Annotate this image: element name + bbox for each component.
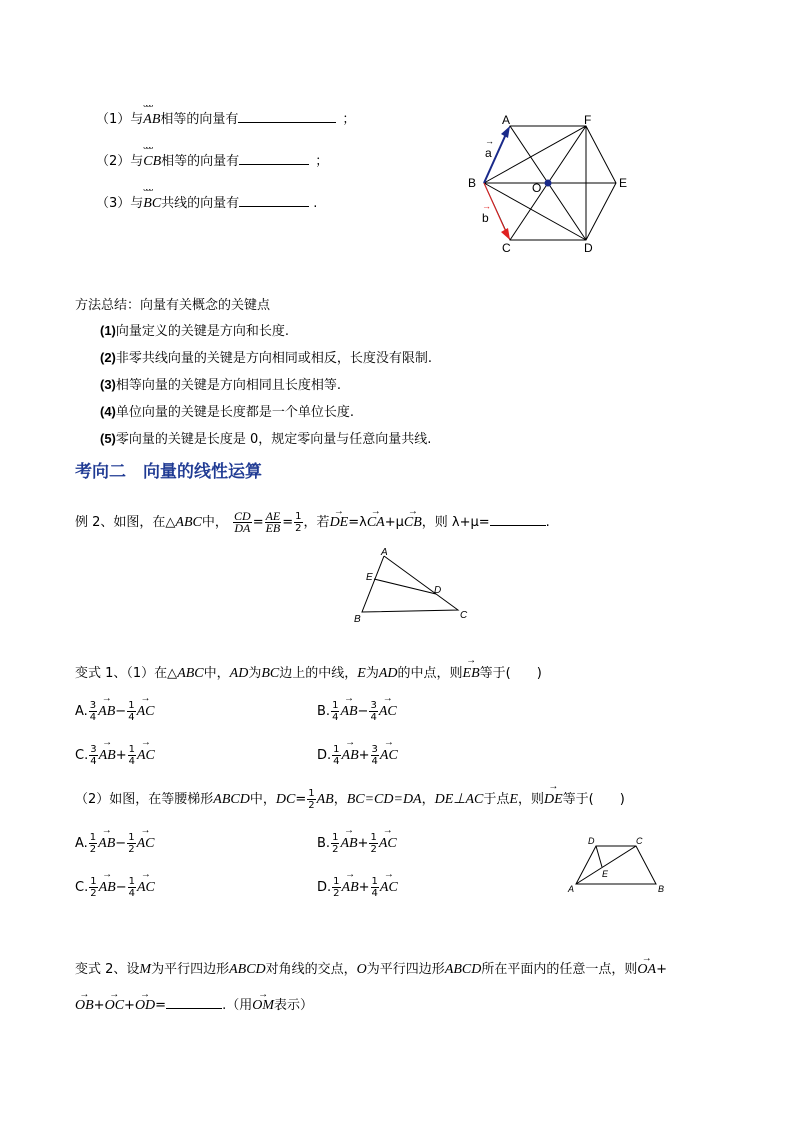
label-a: a <box>485 146 492 160</box>
label-D: D <box>584 241 593 255</box>
example-2: 例 2、如图，在△ABC中， $\frac{CD}{DA}$ = $\frac{AE}{EB}$ = $\frac{1}{2}$ ，若→ DE=λ→ CA+μ→ CB，则 λ+μ= . <box>75 508 550 538</box>
option-2a[interactable]: A. $\frac{1}{2}$ → AB− $\frac{1}{2}$ → AC <box>75 832 154 855</box>
q1-end: ； <box>342 112 356 127</box>
vector-cb: → CB <box>404 508 422 538</box>
method-item-1: (1)向量定义的关键是方向和长度. <box>100 323 290 339</box>
vector-ca: → CA <box>367 508 385 538</box>
q2-prefix: （2）与 <box>96 154 144 169</box>
tri-label-B: B <box>354 614 361 625</box>
variant-1-q1: 变式 1、（1）在△ABC中，AD为BC边上的中线，E为AD的中点，则→ EB等于( ) <box>75 662 542 682</box>
fraction-cd-da: $\frac{CD}{DA}$ <box>234 509 251 535</box>
variant-2: 变式 2、设M为平行四边形ABCD对角线的交点，O为平行四边形ABCD所在平面内的任意一点，则→ OA+ → OB+→ OC+→ OD= .（用→ OM表示） <box>75 952 725 1024</box>
variant-1-q2: （2）如图，在等腰梯形ABCD中，DC= $\frac{1}{2}$ AB，BC=CD=DA，DE⊥AC于点E，则→ DE等于( ) <box>75 788 625 811</box>
trap-label-C: C <box>636 836 643 846</box>
label-b-arrow: → <box>482 201 491 211</box>
q3-vector: ᴗᴗᴗ BC <box>143 196 161 212</box>
label-A: A <box>502 113 511 127</box>
label-F: F <box>584 113 592 127</box>
fraction-half: $\frac{1}{2}$ <box>295 511 302 534</box>
example2-blank[interactable] <box>490 513 546 526</box>
trap-label-E: E <box>602 869 609 879</box>
section-heading: 考向二 向量的线性运算 <box>75 462 262 482</box>
method-item-4: (4)单位向量的关键是长度都是一个单位长度. <box>100 404 355 420</box>
label-O: O <box>532 181 542 195</box>
question-1 <box>96 108 355 128</box>
q2-suffix: 相等的向量有 <box>161 154 240 169</box>
trap-label-A: A <box>568 884 575 894</box>
question-2 <box>96 150 328 170</box>
option-2b[interactable]: B. $\frac{1}{2}$ → AB+ $\frac{1}{2}$ → AC <box>317 832 397 855</box>
vector-oc: → OC <box>105 988 124 1024</box>
q1-vector: ᴗᴗᴗ AB <box>143 112 160 128</box>
vector-eb: → EB <box>463 666 480 682</box>
q3-blank[interactable] <box>239 194 309 207</box>
tri-label-D: D <box>434 585 442 596</box>
method-item-3: (3)相等向量的关键是方向相同且长度相等. <box>100 377 342 393</box>
triangle-figure <box>350 546 475 626</box>
trap-label-B: B <box>658 884 665 894</box>
fraction-ae-eb: $\frac{AE}{EB}$ <box>265 509 281 535</box>
vector-oa: → OA <box>637 952 656 988</box>
q2-blank[interactable] <box>239 152 309 165</box>
option-2d[interactable]: D. $\frac{1}{2}$ → AB+ $\frac{1}{4}$ → AC <box>317 876 398 899</box>
q2-end: ； <box>315 154 329 169</box>
tri-label-A: A <box>381 547 388 558</box>
option-1c[interactable]: C. $\frac{3}{4}$ → AB+ $\frac{1}{4}$ → AC <box>75 744 155 767</box>
label-a-arrow: → <box>485 136 494 146</box>
q3-end: . <box>313 196 318 211</box>
q1-prefix: （1）与 <box>96 112 144 127</box>
label-B: B <box>468 176 477 190</box>
label-C: C <box>502 241 511 255</box>
vector-om: → OM <box>252 988 274 1024</box>
option-1a[interactable]: A. $\frac{3}{4}$ → AB− $\frac{1}{4}$ → AC <box>75 700 154 723</box>
question-3 <box>96 192 317 212</box>
center-point <box>545 180 552 187</box>
q2-vector: ᴗᴗᴗ CB <box>143 154 161 170</box>
vector-ob: → OB <box>75 988 94 1024</box>
option-1d[interactable]: D. $\frac{1}{4}$ → AB+ $\frac{3}{4}$ → AC <box>317 744 398 767</box>
trap-label-D: D <box>588 836 595 846</box>
tri-label-E: E <box>366 572 373 583</box>
variant2-blank[interactable] <box>166 996 222 1009</box>
method-title: 方法总结：向量有关概念的关键点 <box>75 298 271 313</box>
vector-od: → OD <box>135 988 155 1024</box>
vector-de: → DE <box>330 508 349 538</box>
method-item-2: (2)非零共线向量的关键是方向相同或相反，长度没有限制. <box>100 350 433 366</box>
option-1b[interactable]: B. $\frac{1}{4}$ → AB− $\frac{3}{4}$ → AC <box>317 700 397 723</box>
trapezoid-figure <box>562 834 672 896</box>
q1-suffix: 相等的向量有 <box>160 112 239 127</box>
vector-de-2: → DE <box>544 792 563 808</box>
tri-label-C: C <box>460 610 468 621</box>
q3-prefix: （3）与 <box>96 196 144 211</box>
label-E: E <box>619 176 628 190</box>
q3-suffix: 共线的向量有 <box>161 196 240 211</box>
hexagon-figure <box>460 108 640 258</box>
method-item-5: (5)零向量的关键是长度是 0，规定零向量与任意向量共线. <box>100 431 432 447</box>
option-2c[interactable]: C. $\frac{1}{2}$ → AB− $\frac{1}{4}$ → AC <box>75 876 155 899</box>
label-b: b <box>482 211 489 225</box>
q1-blank[interactable] <box>238 110 336 123</box>
